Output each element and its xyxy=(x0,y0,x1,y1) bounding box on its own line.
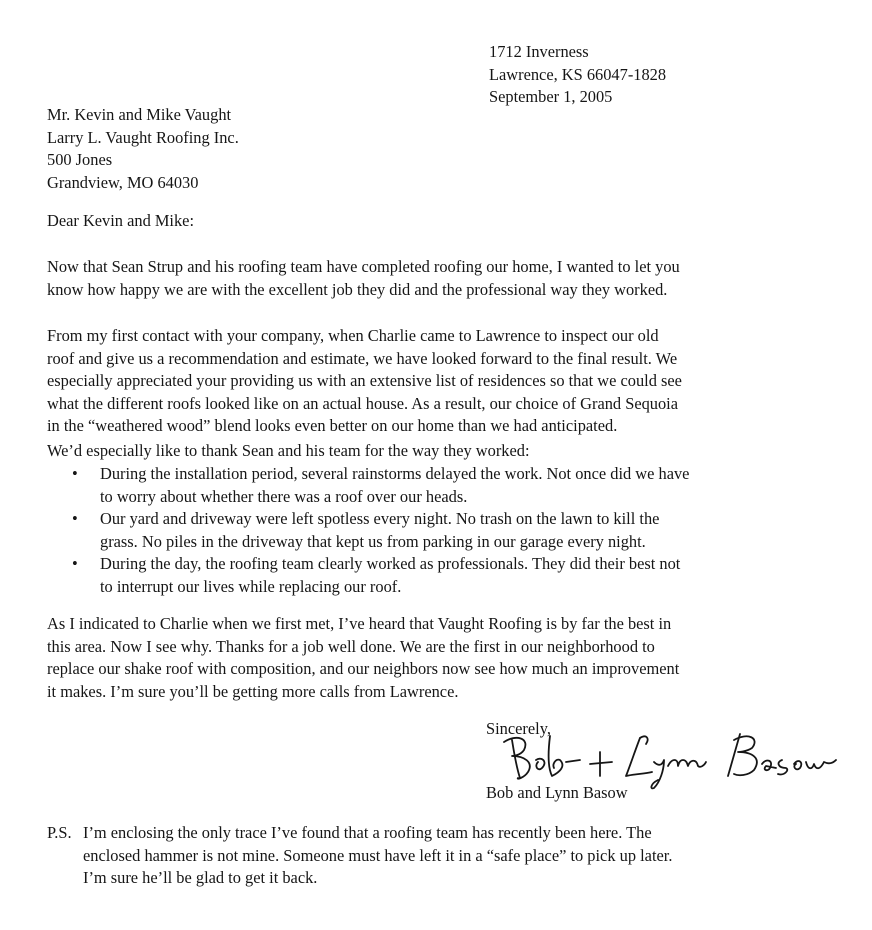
paragraph-2 xyxy=(47,325,682,438)
bullet-list xyxy=(72,463,689,599)
recipient-name: Mr. Kevin and Mike Vaught xyxy=(47,105,232,124)
list-item-line: to worry about whether there was a roof over our heads. xyxy=(100,486,468,506)
paragraph-line: From my first contact with your company, when Charlie came to Lawrence to inspect our old xyxy=(47,326,659,345)
recipient-address xyxy=(47,104,239,194)
bullet-icon: • xyxy=(72,554,78,574)
list-item-line: During the installation period, several rainstorms delayed the work. Not once did we have xyxy=(100,464,690,483)
bullet-icon: • xyxy=(72,464,78,483)
list-item xyxy=(72,553,689,598)
letter-date: September 1, 2005 xyxy=(489,87,613,107)
sender-city: Lawrence, KS 66047-1828 xyxy=(489,64,667,84)
paragraph-line: especially appreciated your providing us with an extensive list of residences so that we could see xyxy=(47,371,682,391)
list-item xyxy=(72,463,689,508)
list-item xyxy=(72,508,689,553)
list-item-line: to interrupt our lives while replacing our roof. xyxy=(100,576,402,596)
postscript-line: I’m enclosing the only trace I’ve found that a roofing team has recently been here. The xyxy=(83,823,652,842)
sender-street: 1712 Inverness xyxy=(489,42,589,61)
paragraph-line: know how happy we are with the excellent job they did and the professional way they worked. xyxy=(47,279,668,299)
salutation: Dear Kevin and Mike: xyxy=(47,211,195,230)
list-item-line: Our yard and driveway were left spotless every night. No trash on the lawn to kill the xyxy=(100,509,660,529)
paragraph-line: what the different roofs looked like on an actual house. As a result, our choice of Grand Sequoia xyxy=(47,393,679,413)
paragraph-line: roof and give us a recommendation and estimate, we have looked forward to the final result. We xyxy=(47,348,678,368)
paragraph-line: replace our shake roof with composition, and our neighbors now see how much an improvement xyxy=(47,659,680,679)
paragraph-1 xyxy=(47,256,680,301)
postscript-label: P.S. xyxy=(47,823,72,842)
postscript-line: I’m sure he’ll be glad to get it back. xyxy=(83,868,318,888)
paragraph-4 xyxy=(47,613,679,703)
list-intro: We’d especially like to thank Sean and his team for the way they worked: xyxy=(47,441,530,460)
list-item-line: During the day, the roofing team clearly worked as professionals. They did their best not xyxy=(100,554,681,574)
postscript xyxy=(47,822,672,890)
paragraph-line: in the “weathered wood” blend looks even better on our home than we had anticipated. xyxy=(47,416,618,436)
recipient-city: Grandview, MO 64030 xyxy=(47,172,199,192)
paragraph-line: it makes. I’m sure you’ll be getting more calls from Lawrence. xyxy=(47,681,459,701)
paragraph-line: Now that Sean Strup and his roofing team have completed roofing our home, I wanted to let you xyxy=(47,257,680,276)
closing: Sincerely, xyxy=(486,719,551,738)
recipient-company: Larry L. Vaught Roofing Inc. xyxy=(47,127,239,147)
recipient-street: 500 Jones xyxy=(47,150,113,170)
list-item-line: grass. No piles in the driveway that kept us from parking in our garage every night. xyxy=(100,531,646,551)
paragraph-line: this area. Now I see why. Thanks for a job well done. We are the first in our neighborhood to xyxy=(47,636,655,656)
postscript-line: enclosed hammer is not mine. Someone must have left it in a “safe place” to pick up later. xyxy=(83,845,673,865)
sender-address xyxy=(489,41,666,109)
postscript-first-row xyxy=(47,822,672,845)
signer-name: Bob and Lynn Basow xyxy=(486,783,628,802)
bullet-icon: • xyxy=(72,509,78,529)
paragraph-line: As I indicated to Charlie when we first met, I’ve heard that Vaught Roofing is by far the best in xyxy=(47,614,672,633)
